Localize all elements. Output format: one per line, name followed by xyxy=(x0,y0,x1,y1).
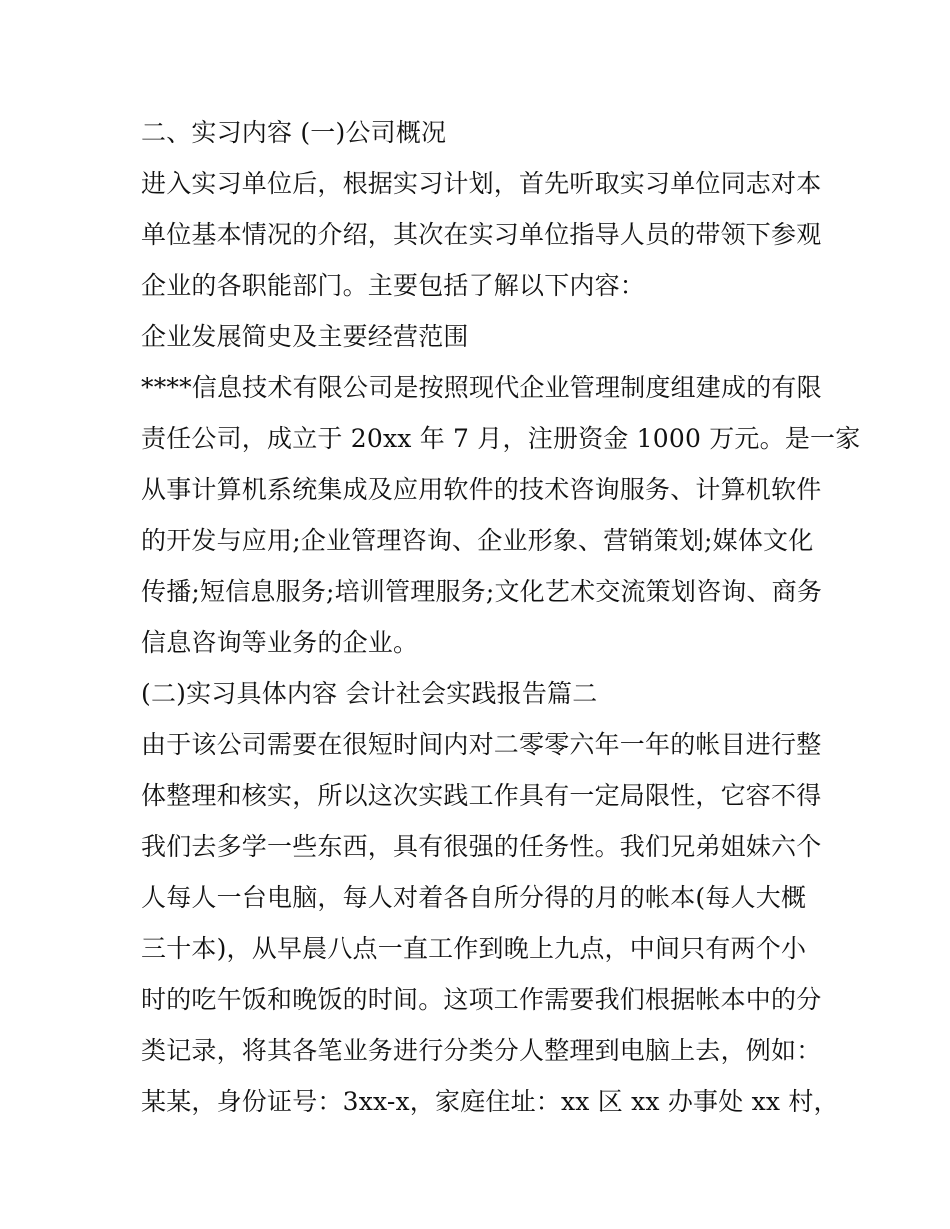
paragraph-line: 人每人一台电脑，每人对着各自所分得的月的帐本(每人大概 xyxy=(141,883,807,912)
paragraph-line: 从事计算机系统集成及应用软件的技术咨询服务、计算机软件 xyxy=(141,475,822,504)
section-heading: (二)实习具体内容 会计社会实践报告篇二 xyxy=(141,679,598,708)
paragraph-line: 信息咨询等业务的企业。 xyxy=(141,628,419,657)
paragraph-line: 传播;短信息服务;培训管理服务;文化艺术交流策划咨询、商务 xyxy=(141,577,823,606)
document-body xyxy=(141,107,861,1127)
paragraph-line: 类记录，将其各笔业务进行分类分人整理到电脑上去，例如： xyxy=(141,1036,822,1065)
paragraph-line: 体整理和核实，所以这次实践工作具有一定局限性，它容不得 xyxy=(141,781,822,810)
paragraph-line: 的开发与应用;企业管理咨询、企业形象、营销策划;媒体文化 xyxy=(141,526,814,555)
paragraph-line: 由于该公司需要在很短时间内对二零零六年一年的帐目进行整 xyxy=(141,730,822,759)
paragraph-line: 责任公司，成立于 20xx 年 7 月，注册资金 1000 万元。是一家 xyxy=(141,424,861,453)
paragraph-line: 进入实习单位后，根据实习计划，首先听取实习单位同志对本 xyxy=(141,169,822,198)
paragraph-line: 我们去多学一些东西，具有很强的任务性。我们兄弟姐妹六个 xyxy=(141,832,822,861)
paragraph-line: ****信息技术有限公司是按照现代企业管理制度组建成的有限 xyxy=(141,373,822,402)
paragraph-line: 企业的各职能部门。主要包括了解以下内容： xyxy=(141,271,646,300)
section-heading: 二、实习内容 (一)公司概况 xyxy=(141,118,447,147)
paragraph-line: 某某，身份证号：3xx-x，家庭住址：xx 区 xx 办事处 xx 村， xyxy=(141,1087,839,1116)
subheading: 企业发展简史及主要经营范围 xyxy=(141,322,469,351)
paragraph-line: 时的吃午饭和晚饭的时间。这项工作需要我们根据帐本中的分 xyxy=(141,985,822,1014)
paragraph-line: 单位基本情况的介绍，其次在实习单位指导人员的带领下参观 xyxy=(141,220,822,249)
paragraph-line: 三十本)，从早晨八点一直工作到晚上九点，中间只有两个小 xyxy=(141,934,807,963)
